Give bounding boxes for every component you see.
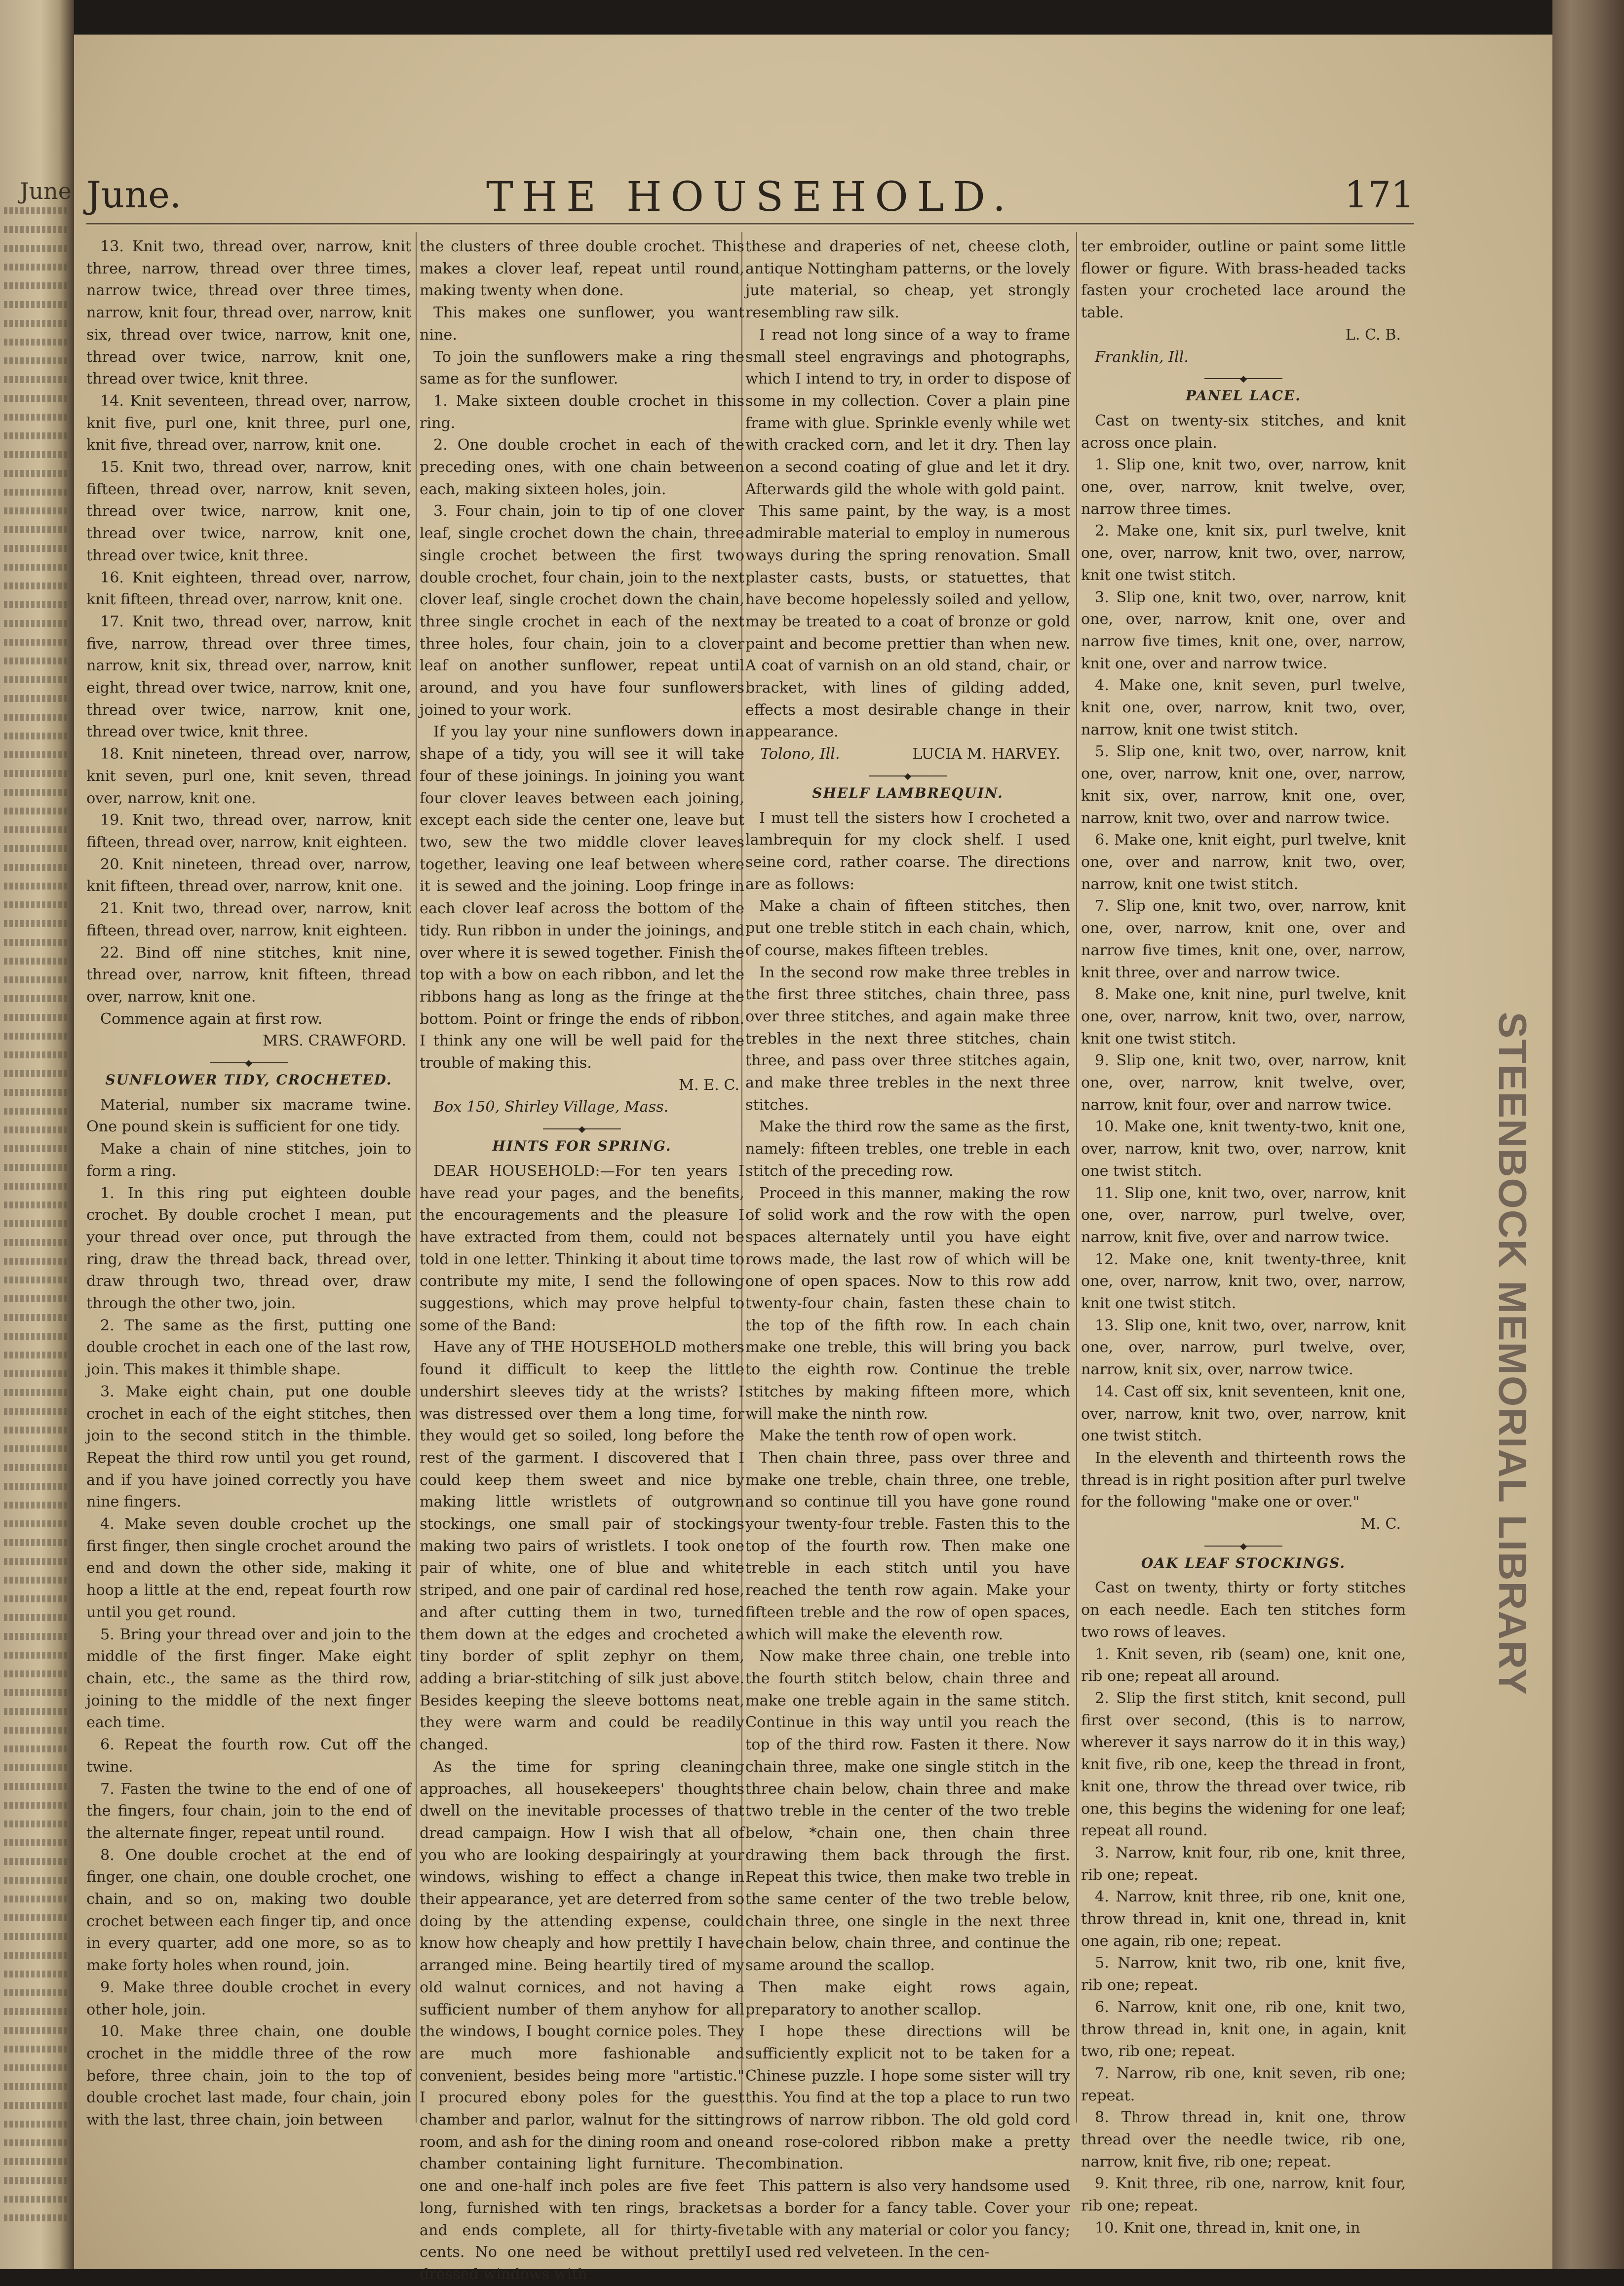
paragraph: 10. Knit one, thread in, knit one, in (1095, 2219, 1360, 2237)
paragraph: 14. Knit seventeen, thread over, narrow, knit five, purl one, knit three, purl one, knit five, thread over, narrow, knit one. (86, 392, 411, 454)
paragraph: 5. Slip one, knit two, over, narrow, knit one, over, narrow, knit one, over, narrow, knit six, over, narrow, knit one, over, narrow, knit two, over and narrow twice. (1081, 743, 1406, 827)
paragraph: 9. Knit three, rib one, narrow, knit four, rib one; repeat. (1081, 2175, 1406, 2215)
paragraph: Make a chain of fifteen stitches, then put one treble stitch in each chain, which, of course, makes fifteen trebles. (745, 897, 1070, 959)
paragraph: 19. Knit two, thread over, narrow, knit fifteen, thread over, narrow, knit eighteen. (86, 812, 411, 851)
paragraph: 4. Make one, knit seven, purl twelve, knit one, over, narrow, knit two, over, narrow, knit one twist stitch. (1081, 677, 1406, 738)
paragraph: 9. Slip one, knit two, over, narrow, knit one, over, narrow, knit twelve, over, narrow, knit four, over and narrow twice. (1081, 1052, 1406, 1114)
paragraph: 1. Slip one, knit two, over, narrow, knit one, over, narrow, knit twelve, over, narrow three times. (1081, 456, 1406, 518)
paragraph: Then chain three, pass over three and make one treble, chain three, one treble, and so continue till you have gone round your twenty-four treble. Fasten this to the top of the fourth row. Then make one treble in each stitch until you have reached the tenth row again. Make your fifteen treble and the row of open spaces, which will make the eleventh row. (745, 1449, 1070, 1643)
section-heading: HINTS FOR SPRING. (492, 1138, 672, 1155)
paragraph: I hope these directions will be sufficiently explicit not to be taken for a Chinese puzzle. I hope some sister will try this. You find at the top a place to run two rows of narrow ribbon. The old gold cord and rose-colored ribbon make a pretty combination. (745, 2023, 1070, 2173)
signature: LUCIA M. HARVEY. (912, 745, 1060, 763)
paragraph: 6. Narrow, knit one, rib one, knit two, throw thread in, knit one, in again, knit two, rib one; repeat. (1081, 1998, 1406, 2060)
paragraph: 11. Slip one, knit two, over, narrow, knit one, over, narrow, purl twelve, over, narrow, knit five, over and narrow twice. (1081, 1184, 1406, 1246)
paragraph: 16. Knit eighteen, thread over, narrow, knit fifteen, thread over, narrow, knit one. (86, 569, 411, 609)
paragraph: 9. Make three double crochet in every other hole, join. (86, 1978, 411, 2018)
paragraph: 1. In this ring put eighteen double crochet. By double crochet I mean, put your thread over once, put through the ring, draw the thread back, thread over, draw through two, thread over, draw through the other two, join. (86, 1184, 411, 1313)
paragraph: Cast on twenty-six stitches, and knit across once plain. (1081, 412, 1406, 452)
paragraph: 3. Make eight chain, put one double crochet in each of the eight stitches, then join to the second stitch in the thimble. Repeat the third row until you get round, and if you have joined correctly you have nine fingers. (86, 1383, 411, 1511)
section-heading: PANEL LACE. (1186, 387, 1301, 404)
paragraph: 22. Bind off nine stitches, knit nine, thread over, narrow, knit fifteen, thread over, narrow, knit one. (86, 944, 411, 1006)
paragraph: This same paint, by the way, is a most admirable material to employ in numerous ways during the spring renovation. Small plaster casts, busts, or statuettes, that have become hopelessly soiled and yellow, may be treated to a coat of bronze or gold paint and become prettier than when new. A coat of varnish on an old stand, chair, or bracket, with lines of gilding added, effects a most desirable change in their appearance. (745, 503, 1070, 741)
paragraph: As the time for spring cleaning approaches, all housekeepers' thoughts dwell on the inevitable processes of that dread campaign. How I wish that all of you who are looking despairingly at your windows, wishing to effect a change in their appearance, yet are deterred from so doing by the attending expense, could know how cheaply and how prettily I have arranged mine. Being heartily tired of my old walnut cornices, and not having a sufficient number of them anyhow for all the windows, I bought cornice poles. They are much more fashionable and convenient, besides being more "artistic." I procured ebony poles for the guest chamber and parlor, walnut for the sitting room, and ash for the dining room and one chamber containing light furniture. The one and one-half inch poles are five feet long, furnished with ten rings, brackets and ends complete, all for thirty-five cents. No one need be without prettily dressed windows with (420, 1758, 744, 2283)
section-ornament (1081, 375, 1406, 382)
paragraph: This pattern is also very handsome used as a border for a fancy table. Cover your table with any material or color you fancy; I used red velveteen. In the cen- (745, 2177, 1070, 2261)
column-2 (420, 236, 744, 2283)
signature: M. C. (1360, 1515, 1401, 1533)
column-4 (1081, 236, 1406, 2237)
paragraph: 1. Knit seven, rib (seam) one, knit one, rib one; repeat all around. (1081, 1645, 1406, 1685)
paragraph: 7. Fasten the twine to the end of one of the fingers, four chain, join to the end of the alternate finger, repeat until round. (86, 1780, 411, 1842)
signature: MRS. CRAWFORD. (262, 1032, 406, 1050)
section-heading: SHELF LAMBREQUIN. (812, 784, 1004, 801)
paragraph: Then make eight rows again, preparatory to another scallop. (745, 1978, 1070, 2018)
paragraph: 8. One double crochet at the end of finger, one chain, one double crochet, one chain, and so on, making two double crochet between each finger tip, and once in every quarter, add one more, so as to make forty holes when round, join. (86, 1846, 411, 1975)
signature: L. C. B. (1345, 326, 1401, 344)
section-ornament (420, 1125, 744, 1132)
paragraph: 13. Knit two, thread over, narrow, knit three, narrow, thread over three times, narrow twice, thread over three times, narrow, knit four, thread over, narrow, knit six, thread over twice, narrow, knit one, thread over twice, narrow, knit one, thread over twice, knit three. (86, 238, 411, 388)
paragraph: the clusters of three double crochet. This makes a clover leaf, repeat until round, making twenty when done. (420, 238, 744, 300)
page-header (86, 174, 1414, 228)
signature: M. E. C. (679, 1076, 739, 1094)
column-1 (86, 236, 411, 2129)
paragraph: 18. Knit nineteen, thread over, narrow, knit seven, purl one, knit seven, thread over, narrow, knit one. (86, 745, 411, 807)
paragraph: 3. Slip one, knit two, over, narrow, knit one, over, narrow, knit one, over and narrow five times, knit one, over, narrow, knit one, over and narrow twice. (1081, 588, 1406, 672)
paragraph: 15. Knit two, thread over, narrow, knit fifteen, thread over, narrow, knit seven, thread over twice, narrow, knit one, thread over twice, narrow, knit one, thread over twice, knit three. (86, 459, 411, 564)
paragraph: ter embroider, outline or paint some little flower or figure. With brass-headed tacks fasten your crocheted lace around the table. (1081, 238, 1406, 322)
paragraph: 13. Slip one, knit two, over, narrow, knit one, over, narrow, purl twelve, over, narrow, knit six, over, narrow twice. (1081, 1317, 1406, 1379)
paragraph: 12. Make one, knit twenty-three, knit one, over, narrow, knit two, over, narrow, knit one twist stitch. (1081, 1250, 1406, 1313)
header-title: THE HOUSEHOLD. (486, 174, 1015, 221)
paragraph: 2. One double crochet in each of the preceding ones, with one chain between each, making sixteen holes, join. (420, 436, 744, 498)
header-page-number: 171 (1344, 174, 1414, 216)
column-3 (745, 236, 1070, 2261)
paragraph: Make the third row the same as the first, namely: fifteen trebles, one treble in each stitch of the preceding row. (745, 1118, 1070, 1180)
paragraph: Have any of THE HOUSEHOLD mothers found it difficult to keep the little undershirt sleeves tidy at the wrists? I was distressed over them a long time, for they would get so soiled, long before the rest of the garment. I discovered that I could keep them sweet and nice by making little wristlets of outgrown stockings, one small pair of stockings making two pairs of wristlets. I took one pair of white, one of blue and white striped, and one pair of cardinal red hose, and after cutting them in two, turned them down at the edges and crocheted a tiny border of split zephyr on them, adding a briar-stitching of silk just above. Besides keeping the sleeve bottoms neat, they were warm and could be readily changed. (420, 1339, 744, 1754)
paragraph: 3. Four chain, join to tip of one clover leaf, single crochet down the chain, three single crochet between the first two double crochet, four chain, join to the next clover leaf, single crochet down the chain, three single crochet in each of the next three holes, four chain, join to a clover leaf on another sunflower, repeat until around, and you have four sunflowers joined to your work. (420, 503, 744, 719)
paragraph: 6. Repeat the fourth row. Cut off the twine. (86, 1736, 411, 1776)
paragraph: Make a chain of nine stitches, join to form a ring. (86, 1140, 411, 1180)
paragraph: Make the tenth row of open work. (759, 1427, 1017, 1445)
left-page-header: June (20, 178, 72, 204)
left-page-text-fragments (4, 207, 68, 2233)
paragraph: 2. The same as the first, putting one double crochet in each one of the last row, join. This makes it thimble shape. (86, 1317, 411, 1379)
paragraph: Now make three chain, one treble into the fourth stitch below, chain three and make one treble again in the same stitch. Continue in this way until you reach the top of the third row. Fasten it there. Now chain three, make one single stitch in the three chain below, chain three and make two treble in the center of the two treble below, *chain one, then chain three drawing them back through the first. Repeat this twice, then make two treble in the same center of the two treble below, chain three, one single in the next three chain below, chain three, and continue the same around the scallop. (745, 1648, 1070, 1975)
paragraph: 7. Narrow, rib one, knit seven, rib one; repeat. (1081, 2064, 1406, 2104)
paragraph: these and draperies of net, cheese cloth, antique Nottingham patterns, or the lovely jute material, so cheap, yet strongly resembling raw silk. (745, 238, 1070, 322)
place-line: Tolono, Ill. (760, 745, 840, 763)
paragraph: Commence again at first row. (100, 1010, 323, 1028)
paragraph: 20. Knit nineteen, thread over, narrow, knit fifteen, thread over, narrow, knit one. (86, 855, 411, 895)
section-ornament (1081, 1543, 1406, 1550)
section-ornament (745, 773, 1070, 779)
paragraph: 17. Knit two, thread over, narrow, knit five, narrow, thread over three times, narrow, knit six, thread over, narrow, knit eight, thread over twice, narrow, knit one, thread over twice, narrow, knit one, thread over twice, knit three. (86, 613, 411, 741)
paragraph: 3. Narrow, knit four, rib one, knit three, rib one; repeat. (1081, 1844, 1406, 1884)
paragraph: In the eleventh and thirteenth rows the thread is in right position after purl twelve for the following "make one or over." (1081, 1449, 1406, 1511)
paragraph: 4. Narrow, knit three, rib one, knit one, throw thread in, knit one, thread in, knit one again, rib one; repeat. (1081, 1888, 1406, 1950)
place-line: Box 150, Shirley Village, Mass. (433, 1098, 669, 1116)
paragraph: Proceed in this manner, making the row of solid work and the row with the open spaces alternately until you have eight rows made, the last row of which will be one of open spaces. Now to this row add twenty-four chain, fasten these chain to the top of the fifth row. In each chain make one treble, this will bring you back to the eighth row. Continue the treble stitches by making fifteen more, which will make the ninth row. (745, 1184, 1070, 1423)
library-stamp: STEENBOCK MEMORIAL LIBRARY (1491, 1012, 1535, 1696)
paragraph: I must tell the sisters how I crocheted a lambrequin for my clock shelf. I used seine cord, rather coarse. The directions are as follows: (745, 809, 1070, 893)
column-divider (416, 232, 417, 2123)
section-ornament (86, 1059, 411, 1066)
paragraph: In the second row make three trebles in the first three stitches, chain three, pass over three stitches, and again make three trebles in the next three stitches, chain three, and pass over three stitches again, and make three trebles in the next three stitches. (745, 964, 1070, 1114)
column-divider (1076, 232, 1077, 2123)
paragraph: To join the sunflowers make a ring the same as for the sunflower. (420, 348, 744, 388)
paragraph: 5. Narrow, knit two, rib one, knit five, rib one; repeat. (1081, 1954, 1406, 1994)
paragraph: 10. Make one, knit twenty-two, knit one, over, narrow, knit two, over, narrow, knit one twist stitch. (1081, 1118, 1406, 1180)
paragraph: I read not long since of a way to frame small steel engravings and photographs, which I intend to try, in order to dispose of some in my collection. Cover a plain pine frame with glue. Sprinkle evenly while wet with cracked corn, and let it dry. Then lay on a second coating of glue and let it dry. Afterwards gild the whole with gold paint. (745, 326, 1070, 498)
section-heading: OAK LEAF STOCKINGS. (1141, 1554, 1346, 1571)
paragraph: 21. Knit two, thread over, narrow, knit fifteen, thread over, narrow, knit eighteen. (86, 900, 411, 939)
left-page-edge (0, 0, 74, 2269)
paragraph: 2. Make one, knit six, purl twelve, knit one, over, narrow, knit two, over, narrow, knit one twist stitch. (1081, 522, 1406, 584)
paragraph: This makes one sunflower, you want nine. (420, 304, 744, 344)
paragraph: 14. Cast off six, knit seventeen, knit one, over, narrow, knit two, over, narrow, knit one twist stitch. (1081, 1383, 1406, 1445)
header-rule (86, 223, 1414, 225)
paragraph: 10. Make three chain, one double crochet in the middle three of the row before, three chain, join to the top of double crochet last made, four chain, join with the last, three chain, join between (86, 2023, 411, 2129)
paragraph: 4. Make seven double crochet up the first finger, then single crochet around the end and down the other side, making it hoop a little at the end, repeat fourth row until you get round. (86, 1515, 411, 1621)
paragraph: Material, number six macrame twine. One pound skein is sufficient for one tidy. (86, 1096, 411, 1136)
place-signature-line (745, 743, 1070, 766)
paragraph: Cast on twenty, thirty or forty stitches on each needle. Each ten stitches form two rows of leaves. (1081, 1579, 1406, 1641)
paragraph: 8. Make one, knit nine, purl twelve, knit one, over, narrow, knit two, over, narrow, knit one twist stitch. (1081, 986, 1406, 1047)
paragraph: 8. Throw thread in, knit one, throw thread over the needle twice, rib one, narrow, knit five, rib one; repeat. (1081, 2109, 1406, 2170)
section-heading: SUNFLOWER TIDY, CROCHETED. (105, 1072, 392, 1088)
paragraph: 1. Make sixteen double crochet in this ring. (420, 392, 744, 432)
paragraph: DEAR HOUSEHOLD:—For ten years I have read your pages, and the benefits, the encouragements and the pleasure I have extracted from them, could not be told in one letter. Thinking it about time to contribute my mite, I send the following suggestions, which may prove helpful to some of the Band: (420, 1162, 744, 1334)
header-month: June. (86, 174, 182, 216)
place-line: Franklin, Ill. (1095, 348, 1189, 366)
paragraph: 5. Bring your thread over and join to the middle of the first finger. Make eight chain, etc., the same as the third row, joining to the middle of the next finger each time. (86, 1626, 411, 1732)
paragraph: If you lay your nine sunflowers down in shape of a tidy, you will see it will take four of these joinings. In joining you want four clover leaves between each joining, except each side the center one, leave but two, sew the two middle clover leaves together, leaving one leaf between where it is sewed and the joining. Loop fringe in each clover leaf across the bottom of the tidy. Run ribbon in under the joinings, and over where it is sewed together. Finish the top with a bow on each ribbon, and let the ribbons hang as long as the fringe at the bottom. Point or fringe the ends of ribbon. I think any one will be well paid for the trouble of making this. (420, 723, 744, 1072)
paragraph: 6. Make one, knit eight, purl twelve, knit one, over and narrow, knit two, over, narrow, knit one twist stitch. (1081, 831, 1406, 893)
paragraph: 2. Slip the first stitch, knit second, pull first over second, (this is to narrow, wherever it says narrow do it in this way,) knit five, rib one, keep the thread in front, knit one, throw the thread over twice, rib one, this begins the widening for one leaf; repeat all round. (1081, 1690, 1406, 1840)
book-spine (1552, 0, 1624, 2269)
paragraph: 7. Slip one, knit two, over, narrow, knit one, over, narrow, knit one, over and narrow five times, knit one, over, narrow, knit three, over and narrow twice. (1081, 897, 1406, 981)
